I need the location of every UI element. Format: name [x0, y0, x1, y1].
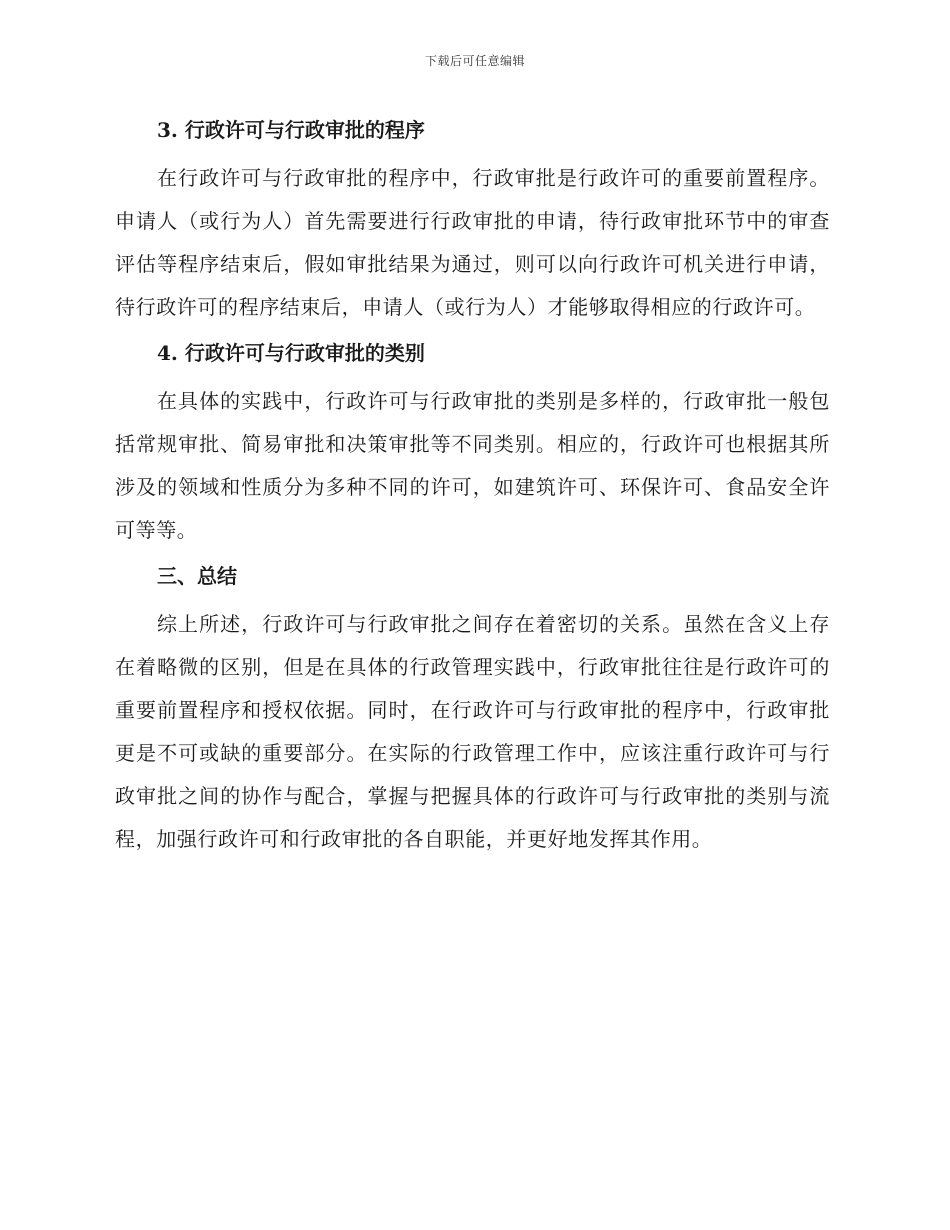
document-body — [115, 112, 830, 867]
section-heading: 4. 行政许可与行政审批的类别 — [157, 341, 425, 365]
section-procedure — [115, 112, 830, 329]
section-paragraph: 在具体的实践中，行政许可与行政审批的类别是多样的，行政审批一般包括常规审批、简易审批和决策审批等不同类别。相应的，行政许可也根据其所涉及的领域和性质分为多种不同的许可，如建筑许可、环保许可、食品安全许可等等。 — [115, 389, 830, 542]
section-paragraph: 综上所述，行政许可与行政审批之间存在着密切的关系。虽然在含义上存在着略微的区别，但是在具体的行政管理实践中，行政审批往往是行政许可的重要前置程序和授权依据。同时，在行政许可与行政审批的程序中，行政审批更是不可或缺的重要部分。在实际的行政管理工作中，应该注重行政许可与行政审批之间的协作与配合，掌握与把握具体的行政许可与行政审批的类别与流程，加强行政许可和行政审批的各自职能，并更好地发挥其作用。 — [115, 612, 830, 851]
section-paragraph: 在行政许可与行政审批的程序中，行政审批是行政许可的重要前置程序。申请人（或行为人）首先需要进行行政审批的申请，待行政审批环节中的审查评估等程序结束后，假如审批结果为通过，则可以向行政许可机关进行申请，待行政许可的程序结束后，申请人（或行为人）才能够取得相应的行政许可。 — [115, 166, 830, 319]
section-heading: 3. 行政许可与行政审批的程序 — [157, 118, 425, 142]
section-heading: 三、总结 — [157, 564, 237, 588]
section-summary — [115, 558, 830, 861]
page-header: 下载后可任意编辑 — [424, 54, 525, 68]
section-categories — [115, 335, 830, 552]
